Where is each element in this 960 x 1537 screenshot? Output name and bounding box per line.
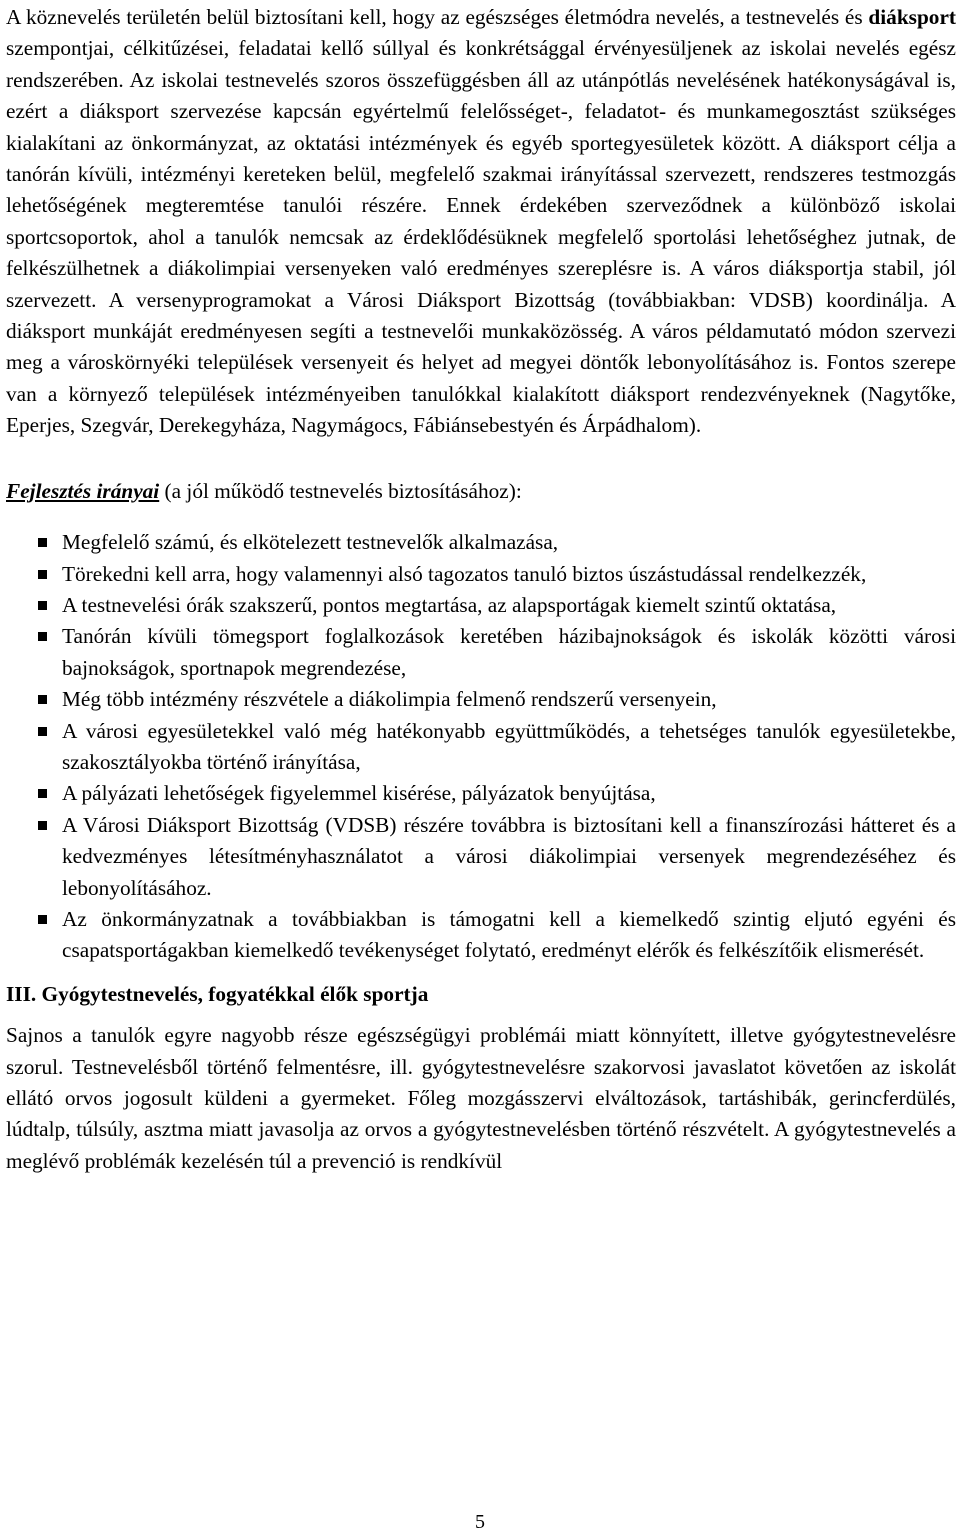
square-bullet-icon bbox=[38, 570, 47, 579]
list-item bbox=[6, 778, 956, 809]
list-item-text: A testnevelési órák szakszerű, pontos megtartása, az alapsportágak kiemelt szintű oktatása, bbox=[62, 592, 837, 617]
square-bullet-icon bbox=[38, 601, 47, 610]
document-page bbox=[6, 0, 956, 1177]
paragraph-diaksport bbox=[6, 0, 956, 442]
paragraph-diaksport-bold: diáksport bbox=[868, 5, 956, 29]
development-heading bbox=[6, 476, 956, 507]
list-item-text: A Városi Diáksport Bizottság (VDSB) részére továbbra is biztosítani kell a finanszírozási hátteret és a kedvezményes létesítményhasználatot a városi diákolimpiai versenyek megrendezéséhez és lebonyolításához. bbox=[62, 812, 956, 900]
square-bullet-icon bbox=[38, 695, 47, 704]
square-bullet-icon bbox=[38, 727, 47, 736]
list-item bbox=[6, 590, 956, 621]
list-item-text: Tanórán kívüli tömegsport foglalkozások keretében házibajnokságok és iskolák közötti városi bajnokságok, sportnapok megrendezése, bbox=[62, 624, 956, 680]
paragraph-gyogytestneveles: Sajnos a tanulók egyre nagyobb része egészségügyi problémái miatt könnyített, illetve gyógytestnevelésre szorul. Testnevelésből történő felmentésre, ill. gyógytestnevelésre szakorvosi javaslatot követően az iskolát ellátó orvos jogosult küldeni a gyermeket. Főleg mozgásszervi elváltozások, tartáshibák, gerincferdülés, lúdtalp, túlsúly, asztma miatt javasolja az orvos a gyógytestnevelésben történő részvételt. A gyógytestnevelés a meglévő problémák kezelésén túl a prevenció is rendkívül bbox=[6, 1023, 956, 1173]
list-item bbox=[6, 810, 956, 904]
section-heading-gyogytestneveles: III. Gyógytestnevelés, fogyatékkal élők sportja bbox=[6, 981, 429, 1006]
list-item-text: Még több intézmény részvétele a diákolimpia felmenő rendszerű versenyein, bbox=[62, 687, 717, 712]
list-item bbox=[6, 621, 956, 684]
paragraph-diaksport-pre: A köznevelés területén belül biztosítani kell, hogy az egészséges életmódra nevelés, a testnevelés és bbox=[6, 5, 869, 29]
list-item-text: Megfelelő számú, és elkötelezett testnevelők alkalmazása, bbox=[62, 530, 559, 555]
paragraph-diaksport-post: szempontjai, célkitűzései, feladatai kellő súllyal és konkrétsággal érvényesüljenek az iskolai nevelés egész rendszerében. Az iskolai testnevelés szoros összefüggésben áll az utánpótlás nevelésének hatékonyságával is, ezért a diáksport szervezése kapcsán egyértelmű felelősséget-, feladatot- és munkamegosztást szükséges kialakítani az önkormányzat, az oktatási intézmények és egyéb sportegyesületek között. A diáksport célja a tanórán kívüli, intézményi kereteken belül, megfelelő szakmai irányítással szervezett, rendszeres testmozgás lehetőségének megteremtése tanulói részére. Ennek érdekében szerveződnek a különböző iskolai sportcsoportok, ahol a tanulók nemcsak az érdeklődésüknek megfelelő sportolási lehetőséghez jutnak, de felkészülhetnek a diákolimpiai versenyeken való eredményes szereplésre is. A város diáksportja stabil, jól szervezett. A versenyprogramokat a Városi Diáksport Bizottság (továbbiakban: VDSB) koordinálja. A diáksport munkáját eredményesen segíti a testnevelői munkaközösség. A város példamutató módon szervezi meg a városkörnyéki települések versenyeit és helyet ad megyei döntők lebonyolításához is. Fontos szerepe van a környező települések intézményeiben tanulókkal kialakított diáksport rendezvényeknek (Nagytőke, Eperjes, Szegvár, Derekegyháza, Nagymágocs, Fábiánsebestyén és Árpádhalom). bbox=[6, 36, 956, 438]
list-item-text: A pályázati lehetőségek figyelemmel kisérése, pályázatok benyújtása, bbox=[62, 781, 656, 806]
list-item bbox=[6, 716, 956, 779]
square-bullet-icon bbox=[38, 915, 47, 924]
square-bullet-icon bbox=[38, 632, 47, 641]
square-bullet-icon bbox=[38, 538, 47, 547]
list-item-text: Törekedni kell arra, hogy valamennyi alsó tagozatos tanuló biztos úszástudással rendelkezzék, bbox=[62, 561, 867, 586]
development-title: Fejlesztés irányai bbox=[6, 478, 160, 503]
development-subtitle: (a jól működő testnevelés biztosításához): bbox=[159, 478, 522, 503]
square-bullet-icon bbox=[38, 821, 47, 830]
list-item bbox=[6, 559, 956, 590]
square-bullet-icon bbox=[38, 789, 47, 798]
list-item bbox=[6, 904, 956, 967]
list-item bbox=[6, 684, 956, 715]
list-item bbox=[6, 527, 956, 558]
list-item-text: Az önkormányzatnak a továbbiakban is támogatni kell a kiemelkedő szintig eljutó egyéni és csapatsportágakban kiemelkedő tevékenységet folytató, eredményt elérők és felkészítőik elismerését. bbox=[62, 906, 956, 963]
page-number: 5 bbox=[475, 1511, 485, 1533]
list-item-text: A városi egyesületekkel való még hatékonyabb együttműködés, a tehetséges tanulók egyesületekbe, szakosztályokba történő irányítása, bbox=[62, 718, 956, 774]
development-list bbox=[6, 527, 956, 967]
